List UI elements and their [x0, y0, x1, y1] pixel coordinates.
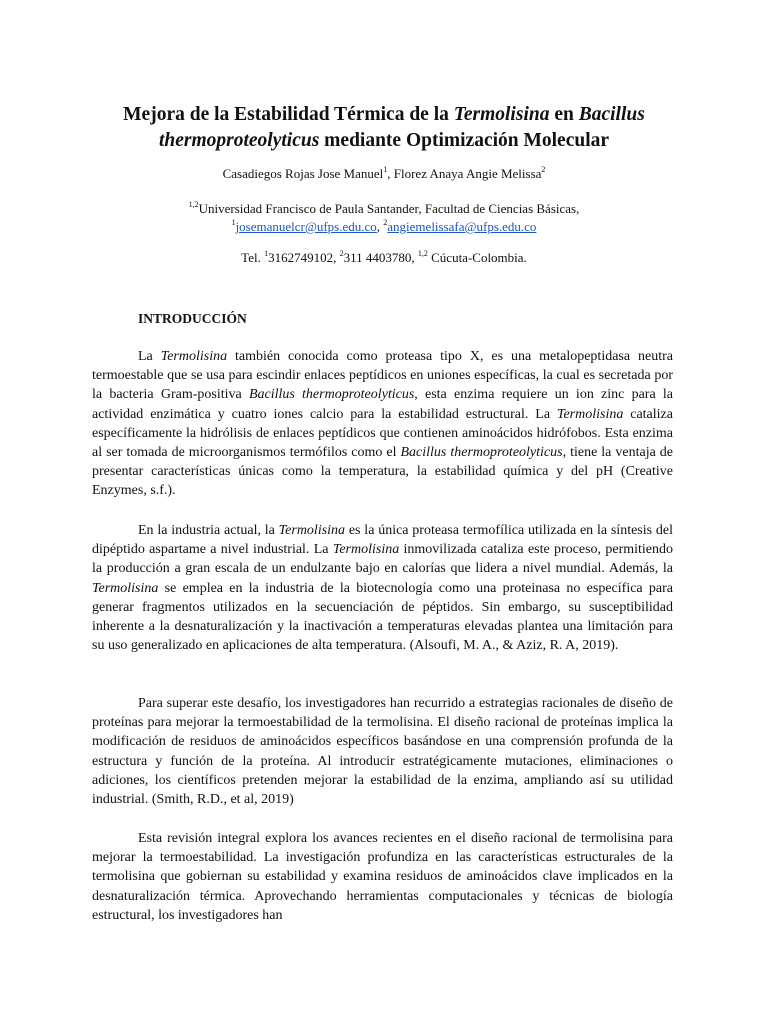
email-link[interactable]: angiemelissafa@ufps.edu.co	[387, 219, 537, 234]
title-line-1: Mejora de la Estabilidad Térmica de la Termolisina en Bacillus	[123, 104, 645, 125]
email-link[interactable]: josemanuelcr@ufps.edu.co	[235, 219, 377, 234]
author-name: Casadiegos Rojas Jose Manuel	[222, 166, 384, 181]
email-line: $^1$josemanuelcr@ufps.edu.co, $^2$angiemelissafa@ufps.edu.co	[231, 217, 537, 234]
contact-line: Tel. $^1$3162749102, $^2$311 4403780, $^{1,2}$ Cúcuta-Colombia.	[241, 248, 527, 265]
body-paragraph: La Termolisina también conocida como proteasa tipo X, es una metalopeptidasa neutra termoestable que se usa para escindir enlaces peptídicos en uniones específicas, la cual es secretada por la bacteria Gram-positiva Bacillus thermoproteolyticus, esta enzima requiere un ion zinc para la actividad enzimática y cuatro iones calcio para la estabilidad estructural. La Termolisina cataliza específicamente la hidrólisis de enlaces peptídicos que contienen aminoácidos hidrófobos. Esta enzima al ser tomada de microorganismos termófilos como el Bacillus thermoproteolyticus, tiene la ventaja de presentar características únicas como la temperatura, la estabilidad química y del pH (Creative Enzymes, s.f.).	[92, 349, 673, 499]
body-paragraph: En la industria actual, la Termolisina es la única proteasa termofílica utilizada en la síntesis del dipéptido aspartame a nivel industrial. La Termolisina inmovilizada cataliza este proceso, permitiendo la producción a gran escala de un endulzante bajo en calorías que lidera a nivel mundial. Además, la Termolisina se emplea en la industria de la biotecnología como una proteinasa no específica para generar fragmentos utilizados en la secuenciación de péptidos. Sin embargo, su susceptibilidad inherente a la desnaturalización y la inactivación a temperaturas elevadas plantea una limitación para su uso generalizado en aplicaciones de alta temperatura. (Alsoufi, M. A., & Aziz, R. A, 2019).	[92, 523, 674, 654]
section-heading: INTRODUCCIÓN	[138, 311, 247, 326]
body-paragraph: Esta revisión integral explora los avances recientes en el diseño racional de termolisina para mejorar la termoestabilidad. La investigación profundiza en las características estructurales de la termolisina que gobiernan su estabilidad y examina residuos de aminoácidos clave implicados en la desnaturalización térmica. Aprovechando herramientas computacionales y técnicas de biología estructural, los investigadores han	[92, 831, 673, 923]
author-name: Florez Anaya Angie Melissa	[393, 166, 542, 181]
paper-title	[96, 102, 672, 154]
author-list: Casadiegos Rojas Jose Manuel$^1$, Florez Anaya Angie Melissa$^2$	[222, 164, 546, 181]
affiliation: $^{1,2}$Universidad Francisco de Paula Santander, Facultad de Ciencias Básicas,	[188, 199, 580, 216]
title-line-2: thermoproteolyticus mediante Optimización Molecular	[158, 130, 610, 151]
body-paragraph: Para superar este desafío, los investigadores han recurrido a estrategias racionales de diseño de proteínas para mejorar la termoestabilidad de la termolisina. El diseño racional de proteínas implica la modificación de residuos de aminoácidos específicos basándose en una comprensión profunda de la estructura y función de la proteína. Al introducir estratégicamente mutaciones, eliminaciones o adiciones, los científicos pretenden mejorar la estabilidad de la enzima, ampliando así su utilidad industrial. (Smith, R.D., et al, 2019)	[92, 696, 673, 808]
